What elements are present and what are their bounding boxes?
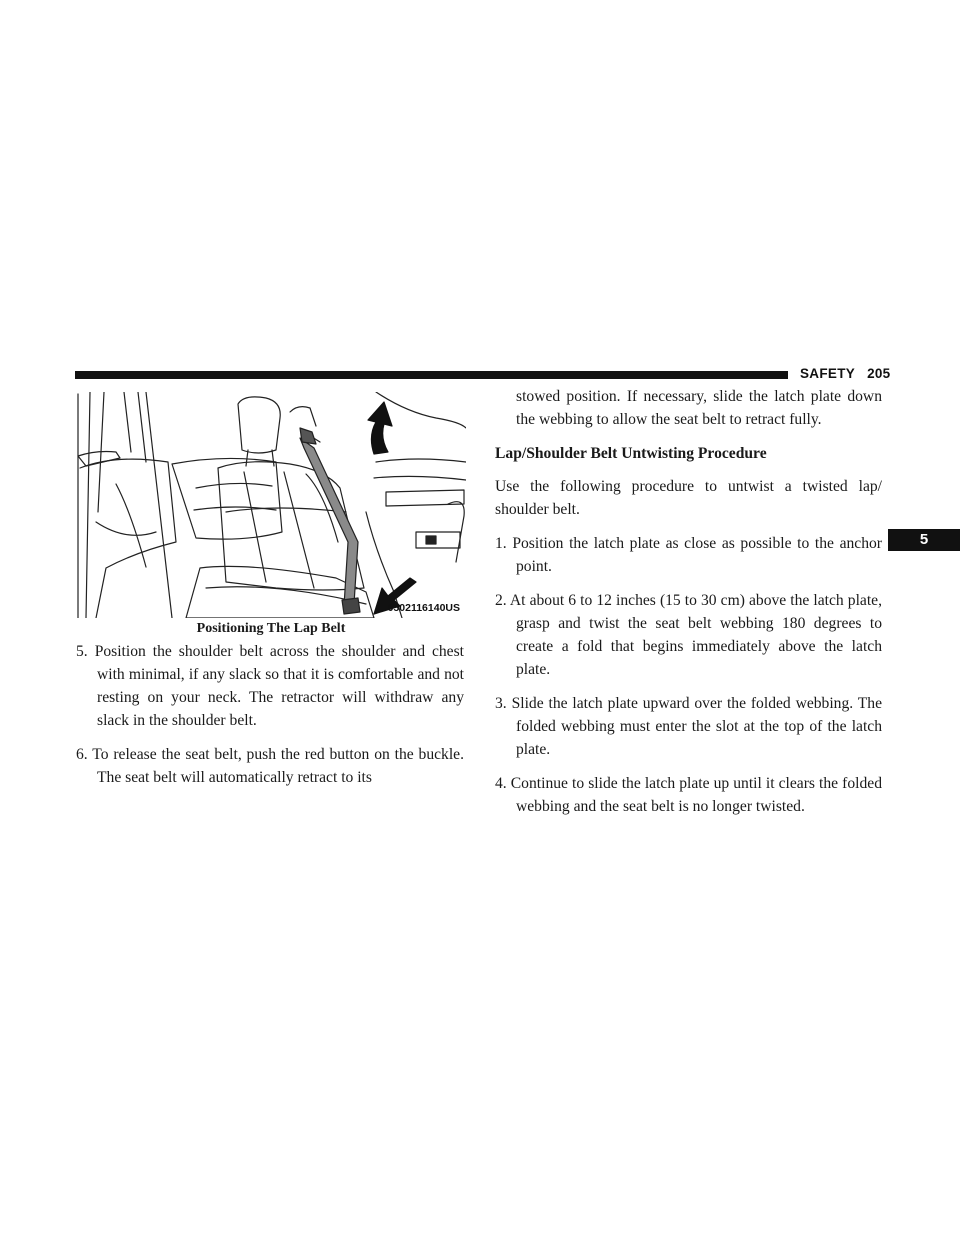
- step-5: [76, 640, 464, 732]
- left-column: [76, 640, 464, 800]
- step-6-continuation: stowed position. If necessary, slide the latch plate down the webbing to allow the seat belt to retract fully.: [516, 388, 882, 428]
- step-text: At about 6 to 12 inches (15 to 30 cm) above the latch plate, grasp and twist the seat belt webbing 180 degrees to create a fold that begins immediately above the latch plate.: [509, 592, 882, 678]
- step-1: [495, 532, 882, 578]
- step-number: 2.: [495, 592, 507, 609]
- figure-code: 0502116140US: [387, 602, 460, 614]
- step-number: 1.: [495, 535, 507, 552]
- intro-paragraph: Use the following procedure to untwist a twisted lap/ shoulder belt.: [495, 478, 882, 518]
- header-rule: [75, 371, 788, 379]
- step-text: Position the latch plate as close as possible to the anchor point.: [512, 535, 882, 575]
- step-text: Continue to slide the latch plate up until it clears the folded webbing and the seat belt is no longer twisted.: [510, 775, 882, 815]
- chapter-tab: 5: [888, 529, 960, 551]
- right-column: [495, 385, 882, 829]
- running-header: [800, 366, 891, 384]
- step-3: [495, 692, 882, 761]
- page-number: 205: [867, 366, 891, 381]
- section-subheading: Lap/Shoulder Belt Untwisting Procedure: [495, 445, 767, 462]
- step-number: 3.: [495, 695, 507, 712]
- step-4: [495, 772, 882, 818]
- step-text: To release the seat belt, push the red button on the buckle. The seat belt will automatically retract to its: [92, 746, 464, 786]
- step-text: Slide the latch plate upward over the folded webbing. The folded webbing must enter the slot at the top of the latch plate.: [511, 695, 882, 758]
- figure-caption: Positioning The Lap Belt: [196, 621, 346, 636]
- step-number: 6.: [76, 746, 88, 763]
- step-number: 4.: [495, 775, 507, 792]
- step-6: [76, 743, 464, 789]
- section-title: SAFETY: [800, 366, 856, 381]
- step-number: 5.: [76, 643, 88, 660]
- step-text: Position the shoulder belt across the shoulder and chest with minimal, if any slack so that it is comfortable and not resting on your neck. The retractor will withdraw any slack in the shoulder belt.: [94, 643, 465, 729]
- step-2: [495, 589, 882, 681]
- lap-belt-illustration: [76, 392, 466, 618]
